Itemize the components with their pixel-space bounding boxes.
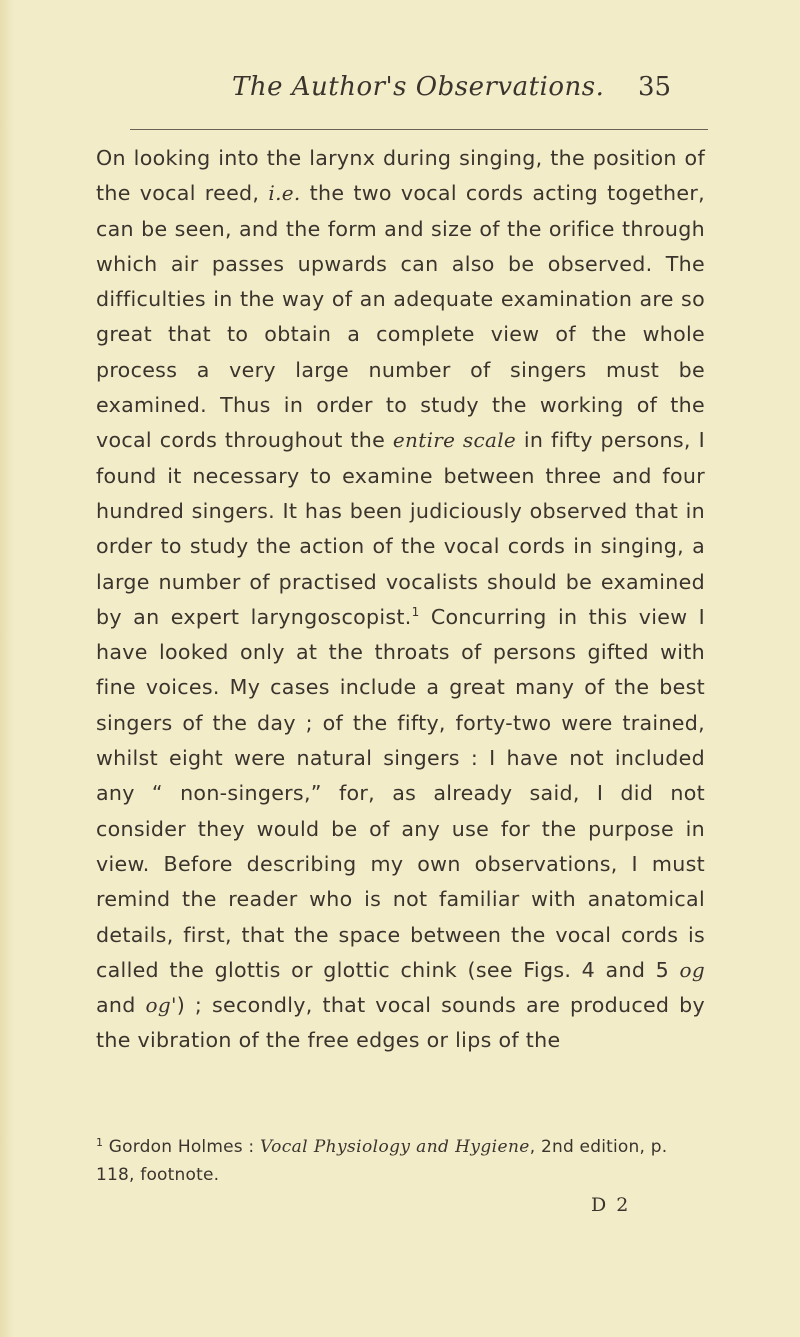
- text-run: the two vocal cords acting together, can be seen, and the form and size of the orifice through which air passes upwards can also be observed. The difficulties in the way of an adequate examination are so great that to obtain a complete view of the whole process a very large number of singers must be examined. Thus in order to study the working of the vocal cords throughout the: [96, 181, 705, 453]
- header-rule: [130, 129, 708, 130]
- text-run: Concurring in this view I have looked only at the throats of persons gifted with fine voices. My cases include a great many of the best singers of the day ; of the fifty, forty-two were trained, whilst eight were natural singers : I have not included any “ non-singers,” for, as already said, I did not consider they would be of any use for the purpose in view. Before describing my own observations, I must remind the reader who is not familiar with anatomical details, first, that the space between the vocal cords is called the glottis or glottic chink (see Figs. 4 and 5: [96, 604, 706, 982]
- running-title: The Author's Observations.: [232, 72, 605, 102]
- body-paragraph: [96, 141, 705, 1059]
- emphasis: entire scale: [392, 428, 517, 453]
- footnote-marker: 1: [96, 1136, 104, 1149]
- page-header: [100, 72, 700, 112]
- footnote-book-title: Vocal Physiology and Hygiene: [259, 1137, 530, 1157]
- emphasis: i.e.: [268, 181, 301, 206]
- page-number: 35: [638, 72, 672, 102]
- footnote-author: Gordon Holmes :: [103, 1137, 260, 1157]
- page-edge: [0, 0, 14, 1337]
- text-run: and: [96, 993, 146, 1018]
- signature-mark: D 2: [591, 1194, 631, 1216]
- figure-label: og': [145, 993, 177, 1018]
- footnote-reference: 1: [411, 604, 420, 619]
- text-run: in fifty persons, I found it necessary to examine between three and four hundred singers. It has been judiciously observed that in order to study the action of the vocal cords in singing, a large number of practised vocalists should be examined by an expert laryngoscopist.: [96, 428, 705, 629]
- figure-label: og: [679, 957, 705, 982]
- text-run: ) ; secondly, that vocal sounds are produced by the vibration of the free edges or lips of the: [96, 993, 705, 1053]
- text-run: On looking into the larynx during singing, the position of the vocal reed,: [96, 146, 705, 206]
- footnote: [96, 1133, 705, 1189]
- footnote-details: , 2nd edition, p. 118, footnote.: [96, 1137, 668, 1185]
